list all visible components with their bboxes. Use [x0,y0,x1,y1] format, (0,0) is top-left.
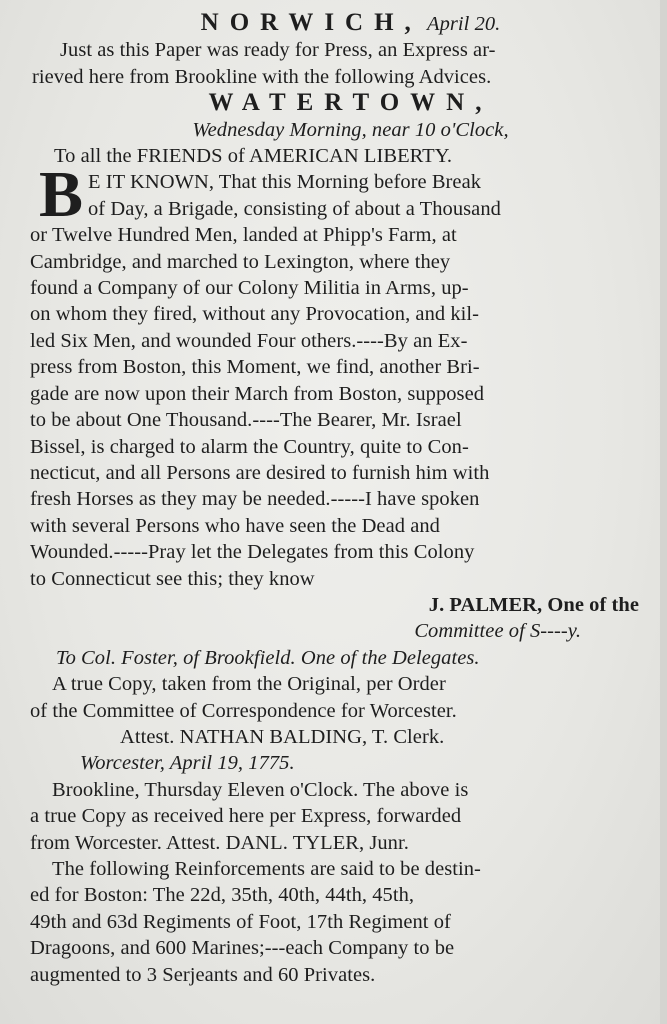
worcester-date: Worcester, April 19, 1775. [80,752,295,775]
intro-line: rieved here from Brookline with the following Advices. [32,65,492,88]
attest-clerk: Attest. NATHAN BALDING, T. Clerk. [120,725,445,748]
reinforcement-line: ed for Boston: The 22d, 35th, 40th, 44th, 45th, [30,884,415,907]
reinforcement-line: Dragoons, and 600 Marines;---each Company to be [30,937,455,960]
intro-line: Just as this Paper was ready for Press, an Express ar- [60,39,496,62]
city-heading: NORWICH, [200,9,422,36]
brookline-line: from Worcester. Attest. DANL. TYLER, Junr. [30,831,409,854]
copy-line: of the Committee of Correspondence for Worcester. [30,699,457,722]
body-line: press from Boston, this Moment, we find, another Bri- [30,356,480,379]
dateline-place: WATERTOWN, [208,89,493,117]
body-line: to Connecticut see this; they know [30,567,315,590]
address-line: To all the FRIENDS of AMERICAN LIBERTY. [54,145,453,168]
dateline-time: Wednesday Morning, near 10 o'Clock, [192,118,509,141]
body-line: Bissel, is charged to alarm the Country, quite to Con- [30,435,469,458]
body-line: on whom they fired, without any Provocation, and kil- [30,303,480,326]
brookline-line: Brookline, Thursday Eleven o'Clock. The above is [52,778,469,801]
brookline-line: a true Copy as received here per Express, forwarded [30,805,462,828]
addressee-line: To Col. Foster, of Brookfield. One of the Delegates. [56,646,480,669]
body-line: necticut, and all Persons are desired to furnish him with [30,461,490,484]
body-line: led Six Men, and wounded Four others.----By an Ex- [30,329,468,352]
reinforcement-line: 49th and 63d Regiments of Foot, 17th Regiment of [30,910,451,933]
signature-title: Committee of S----y. [414,620,581,643]
drop-capital: B [39,158,84,232]
body-line: fresh Horses as they may be needed.-----I have spoken [30,488,480,511]
copy-line: A true Copy, taken from the Original, per Order [52,673,446,696]
page-edge [660,0,667,1024]
issue-date: April 20. [427,13,501,35]
body-line: Wounded.-----Pray let the Delegates from this Colony [30,541,475,564]
body-line: with several Persons who have seen the Dead and [30,514,440,537]
signature-name: J. PALMER, One of the [428,593,639,616]
body-line: of Day, a Brigade, consisting of about a Thousand [88,197,501,220]
body-line: or Twelve Hundred Men, landed at Phipp's Farm, at [30,224,457,247]
body-line-first: B E IT KNOWN, That this Morning before Break [39,158,482,232]
reinforcement-line: The following Reinforcements are said to be destin- [52,858,481,880]
body-line: Cambridge, and marched to Lexington, where they [30,250,451,273]
reinforcement-line: augmented to 3 Serjeants and 60 Privates. [30,963,376,986]
masthead-line [50,10,651,37]
body-line: to be about One Thousand.----The Bearer, Mr. Israel [30,409,462,432]
body-line: gade are now upon their March from Boston, supposed [30,382,485,405]
body-line: found a Company of our Colony Militia in Arms, up- [30,277,469,300]
